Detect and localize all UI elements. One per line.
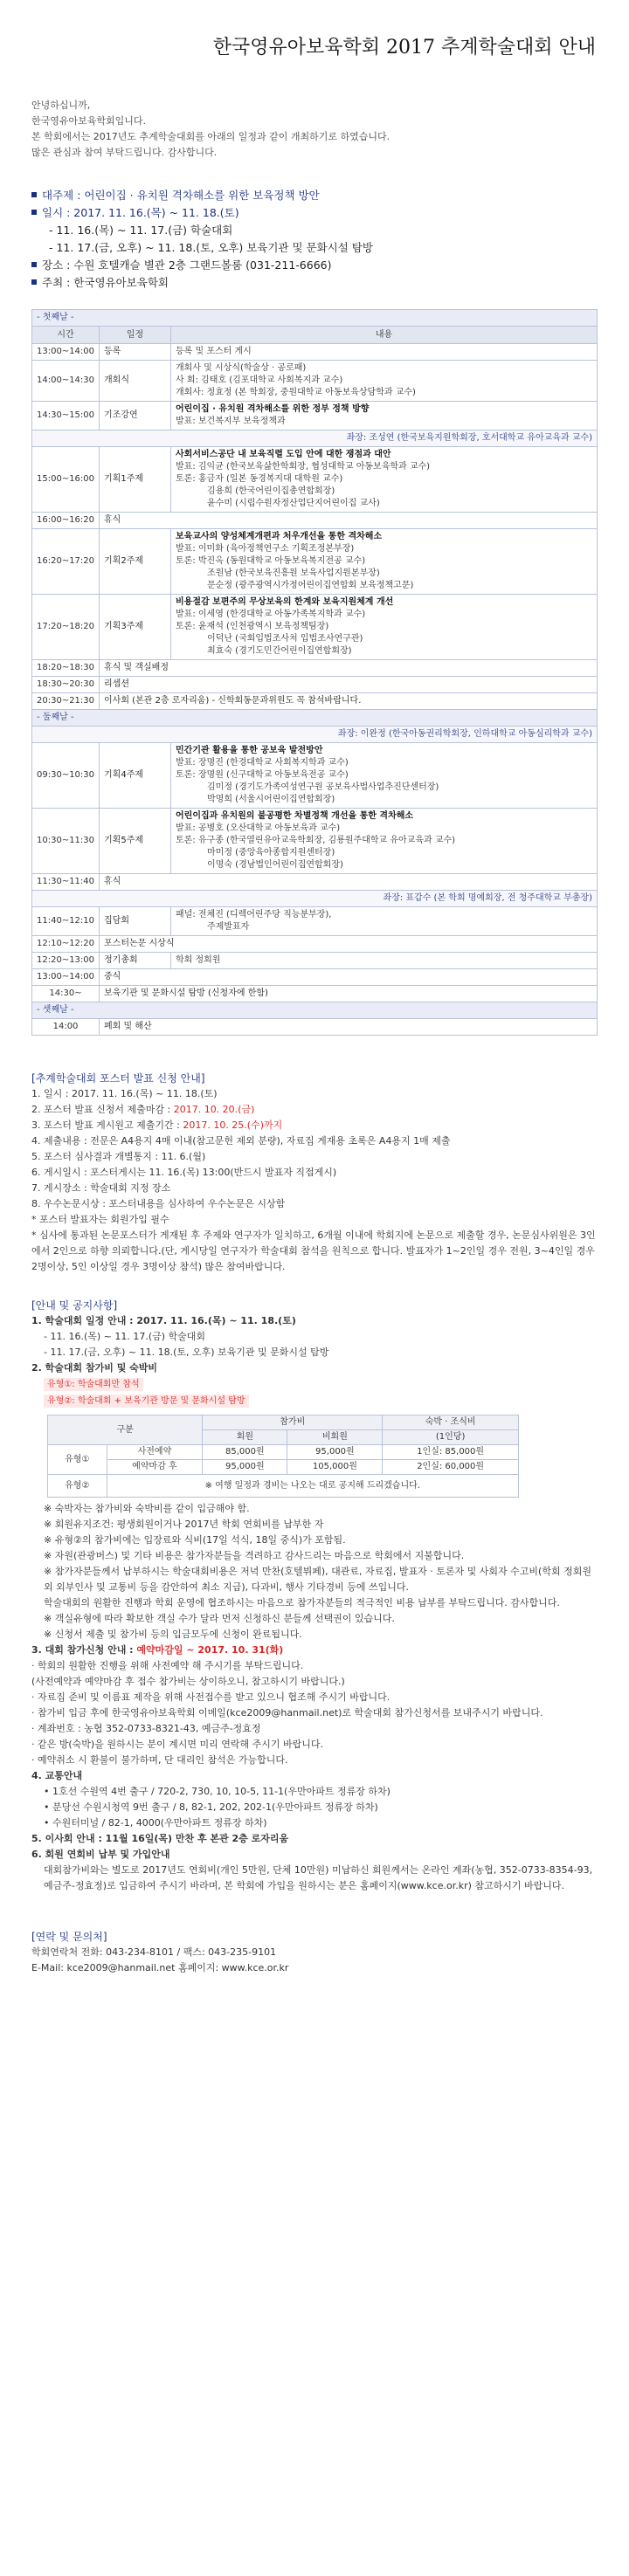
content-line: 발표: 보건복지부 보육정책과 [176,417,286,426]
chair-row [32,891,598,907]
notice-line: · 예약취소 시 환불이 불가하며, 단 대리인 참석은 가능합니다. [31,1754,288,1766]
table-row [32,595,598,660]
time-cell: 12:20~13:00 [32,953,100,969]
notice-line: 학술대회의 원활한 진행과 학회 운영에 협조하시는 마음으로 참가자분들의 적극적인 비용 납부를 부탁드립니다. 감사합니다. [44,1597,560,1608]
time-cell: 11:40~12:10 [32,907,100,936]
greeting-line: 안녕하십니까, [31,100,91,111]
content-line: 토론: 박진옥 (동원대학교 아동보육복지전공 교수) [176,556,366,566]
notice-line: ※ 숙박자는 참가비와 숙박비를 같이 입금해야 함. [44,1503,250,1514]
fee-cell: 2인실: 60,000원 [383,1460,519,1475]
content-line: 윤수미 (시립수원자정산업단지어린이집 교사) [207,499,380,508]
document-title: 한국영유아보육학회 2017 추계학술대회 안내 [212,37,596,59]
table-row [32,402,598,430]
label-cell: 기획3주제 [100,595,171,660]
table-row [32,953,598,969]
time-cell: 16:00~16:20 [32,513,100,529]
fee-header: 구분 [48,1415,203,1445]
fee-cell: 95,000원 [287,1445,383,1460]
section-heading: [연락 및 문의처] [31,1931,107,1943]
poster-line: 6. 게시일시 : 포스터게시는 11. 16.(목) 13:00(반드시 발표자 직접게시) [31,1167,337,1178]
poster-deadline: 2017. 10. 20.(금) [173,1104,255,1115]
content-line: 최효숙 (경기도민간어린이집연합회장) [207,646,352,656]
bullet-icon [31,279,37,285]
time-cell: 10:30~11:30 [32,809,100,874]
fee-cell: 사전예약 [107,1445,203,1460]
place-line [31,257,598,274]
poster-line-label: 2. 포스터 발표 신청서 제출마감 : [31,1104,174,1115]
content-line: 개회사 및 시상식(학술상 · 공로패) [176,363,307,373]
content-line: 사 회: 김태호 (김포대학교 사회복지과 교수) [176,375,343,385]
section-heading: [안내 및 공지사항] [31,1299,118,1312]
table-row [32,874,598,891]
poster-note: * 심사에 통과된 논문포스터가 게재된 후 주제와 연구자가 일치하고, 6개월 이내에 학회지에 논문으로 제출할 경우, 논문심사위원은 3인에서 2인으로 하향 의뢰합니다.(단, 게시당일 연구자가 학술대회 참석을 원칙으로 합니다. 발표자가 1~2인일 경우 전원, 3~4인일 경우 2명이상, 5인 이상일 경우 3명이상 참석) 많은 참여바랍니다. [31,1229,596,1272]
poster-line: 1. 일시 : 2017. 11. 16.(목) ~ 11. 18.(토) [31,1088,218,1099]
content-line: 발표: 이미화 (육아정책연구소 기획조정본부장) [176,544,355,554]
bullet-icon [31,192,37,197]
label-cell: 기조강연 [100,402,171,430]
col-header: 일정 [100,327,171,344]
notice-line [31,1643,598,1658]
content-cell: 등록 및 포스터 게시 [171,344,598,361]
table-row [32,361,598,402]
fee-cell: 95,000원 [203,1460,287,1475]
fee-cell: 105,000원 [287,1460,383,1475]
notice-line: · 참가비 입금 후에 한국영유아보육학회 이메일(kce2009@hanmail.net)로 학술대회 참가신청서를 보내주시기 바랍니다. [31,1707,543,1718]
content-line: 패널: 전체진 (디렉어린주당 직능분부장), [176,910,332,920]
content-title: 어린이집 · 유치원 격차해소를 위한 정부 정책 방향 [176,404,370,414]
col-header: 시간 [32,327,100,344]
label-cell: 보육기관 및 문화시설 탐방 (신청자에 한함) [100,986,598,1002]
content-title: 보육교사의 양성체계개편과 처우개선을 통한 격차해소 [176,532,383,541]
content-cell [171,743,598,809]
label-cell: 기획1주제 [100,447,171,513]
fee-header: (1인당) [383,1430,519,1445]
label-cell: 휴식 [100,513,598,529]
content-cell [171,809,598,874]
content-cell [171,529,598,595]
poster-line [31,1102,598,1118]
notice-line: ※ 객실유형에 따라 확보한 객실 수가 달라 먼저 신청하신 분들께 선택권이 있습니다. [44,1613,395,1624]
table-row [32,513,598,529]
fee-row [48,1460,519,1475]
fee-table [47,1415,519,1498]
notice-line: • 수원터미널 / 82-1, 4000(우만아파트 정류장 하차) [44,1817,267,1829]
label-cell: 기획2주제 [100,529,171,595]
content-line: 개회사: 정효정 (본 학회장, 중원대학교 아동보육상담학과 교수) [176,388,416,397]
notice-deadline: 예약마감일 ~ 2017. 10. 31(화) [136,1644,284,1656]
notice-line: ※ 회원유지조건: 평생회원이거나 2017년 학회 연회비를 납부한 자 [44,1519,324,1530]
content-line: 마미정 (중앙육아종합지원센터장) [207,848,335,858]
content-line: 조원남 (한국보육진흥원 보육사업지원본부장) [207,568,380,578]
label-cell: 이사회 (본관 2층 로자리움) - 신학회동문과위원도 꼭 참석바랍니다. [100,693,598,710]
fee-type-tag: 유형②: 학술대회 + 보육기관 방문 및 문화시설 탐방 [44,1395,249,1408]
poster-line: * 포스터 발표자는 회원가입 필수 [31,1214,169,1225]
notice-line: ※ 유형②의 참가비에는 입장료와 식비(17일 석식, 18일 중식)가 포함됨. [44,1534,346,1546]
notice-line: 5. 이사회 안내 : 11월 16일(목) 만찬 후 본관 2층 로자리움 [31,1833,289,1844]
fee-header: 참가비 [203,1415,383,1430]
content-line: 발표: 장명진 (한경대학교 사회복지학과 교수) [176,758,349,768]
table-header-row [32,327,598,344]
fee-type-cell: 유형② [48,1475,107,1498]
notice-section [31,1298,598,1894]
label-cell: 리셉션 [100,677,598,693]
chair-text: 좌장: 표갑수 (본 학회 명예회장, 전 청주대학교 부총장) [32,891,598,907]
fee-type-cell: 유형① [48,1445,107,1475]
col-header: 내용 [171,327,598,344]
time-cell: 09:30~10:30 [32,743,100,809]
time-cell: 17:20~18:20 [32,595,100,660]
table-row [32,907,598,936]
notice-line: - 11. 17.(금, 오후) ~ 11. 18.(토, 오후) 보육기관 및 문화시설 탐방 [44,1347,329,1358]
table-row [32,344,598,361]
content-line: 발표: 공병호 (오산대학교 아동보육과 교수) [176,823,341,833]
fee-header: 회원 [203,1430,287,1445]
content-line: 이명숙 (경남법인어린이집연합회장) [207,860,343,870]
poster-deadline: 2017. 10. 25.(수)까지 [183,1119,283,1131]
table-row [32,743,598,809]
label-cell: 휴식 및 객실배정 [100,660,598,677]
table-row [32,529,598,595]
fee-row [48,1475,519,1498]
chair-text: 좌장: 조성연 (한국보육지원학회장, 호서대학교 유아교육과 교수) [32,430,598,447]
notice-line: 4. 교통안내 [31,1770,83,1781]
table-row [32,969,598,986]
content-line: 발표: 김익균 (한국보육삶한학회장, 협성대학교 아동보육학과 교수) [176,462,431,472]
time-cell: 14:30~15:00 [32,402,100,430]
theme-value: 어린이집 · 유치원 격차해소를 위한 보육정책 방안 [84,189,320,202]
bullet-icon [31,262,37,267]
content-line: 토론: 윤재석 (인천광역시 보육정책팀장) [176,622,329,631]
bullet-icon [31,210,37,215]
poster-section [31,1071,598,1275]
poster-line: 4. 제출내용 : 전문은 A4용지 4매 이내(참고문헌 제외 분량), 자료집 게재용 초록은 A4용지 1매 제출 [31,1135,451,1147]
notice-line: • 분당선 수원시청역 9번 출구 / 8, 82-1, 202, 202-1(우만아파트 정류장 하차) [44,1801,378,1813]
time-cell: 20:30~21:30 [32,693,100,710]
event-info [31,187,598,292]
time-cell: 13:00~14:00 [32,969,100,986]
table-row [32,660,598,677]
label-cell: 기획5주제 [100,809,171,874]
table-row [32,677,598,693]
notice-line: (사전예약과 예약마감 후 접수 참가비는 상이하오니, 참고하시기 바랍니다.) [31,1676,345,1687]
chair-row [32,430,598,447]
label-cell: 등록 [100,344,171,361]
notice-line: 6. 회원 연회비 납부 및 가입안내 [31,1849,170,1860]
contact-section [31,1929,598,1976]
table-row [32,809,598,874]
date-sub: - 11. 17.(금, 오후) ~ 11. 18.(토, 오후) 보육기관 및 문화시설 탐방 [49,241,373,254]
notice-line: ※ 자원(관광버스) 및 기타 비용은 참가자분들을 격려하고 감사드리는 마음으로 학회에서 지불합니다. [44,1550,465,1561]
theme-label: 대주제 : [42,189,85,202]
time-cell: 14:00~14:30 [32,361,100,402]
table-row [32,693,598,710]
label-cell: 집담회 [100,907,171,936]
fee-header: 비회원 [287,1430,383,1445]
label-cell: 기획4주제 [100,743,171,809]
label-cell: 폐회 및 해산 [100,1019,598,1036]
content-line: 박명희 (서울시어린이집연합회장) [207,795,335,804]
time-cell: 14:30~ [32,986,100,1002]
poster-line: 7. 게시장소 : 학술대회 지정 장소 [31,1182,171,1194]
fee-cell: 1인실: 85,000원 [383,1445,519,1460]
notice-line: · 같은 방(숙박)을 원하시는 분이 계시면 미리 연락해 주시기 바랍니다. [31,1739,323,1750]
notice-line: · 자료집 준비 및 이름표 제작을 위해 사전접수를 받고 있으니 협조해 주시기 바랍니다. [31,1691,391,1703]
content-cell: 학회 정회원 [171,953,598,969]
greeting-line: 많은 관심과 참여 부탁드립니다. 감사합니다. [31,147,218,158]
date-line [31,204,598,222]
day-header: - 첫째날 - [32,310,598,327]
content-line: 주제발표자 [207,922,250,932]
time-cell: 18:20~18:30 [32,660,100,677]
poster-line [31,1118,598,1133]
table-row [32,986,598,1002]
poster-line-label: 3. 포스터 발표 게시원고 제출기간 : [31,1119,183,1131]
contact-line: E-Mail: kce2009@hanmail.net 홈페이지: www.kce.or.kr [31,1962,289,1973]
greeting [31,98,598,161]
time-cell: 11:30~11:40 [32,874,100,891]
content-line: 발표: 이세영 (한경대학교 아동가족복지학과 교수) [176,610,366,619]
date-value: 일시 : 2017. 11. 16.(목) ~ 11. 18.(토) [42,206,239,219]
notice-line: 1. 학술대회 일정 안내 : 2017. 11. 16.(목) ~ 11. 18.(토) [31,1315,296,1326]
notice-line: 대회참가비와는 별도로 2017년도 연회비(개인 5만원, 단체 10만원) 미납하신 회원께서는 온라인 계좌(농협, 352-0733-8354-93, 예금주-정효정)로 입금하여 주시기 바라며, 본 학회에 가입을 원하시는 분은 홈페이지(www.kce.or.kr) 참고하시기 바랍니다. [44,1864,593,1891]
section-heading: [추계학술대회 포스터 발표 신청 안내] [31,1072,205,1085]
content-cell [171,595,598,660]
fee-types [31,1393,598,1409]
table-row [32,936,598,953]
day-header-row [32,1002,598,1019]
label-cell: 개회식 [100,361,171,402]
poster-line: 5. 포스터 심사결과 개별통지 : 11. 6.(월) [31,1151,206,1162]
time-cell: 16:20~17:20 [32,529,100,595]
fee-row [48,1415,519,1430]
content-title: 민간기관 활용을 통한 공보육 발전방안 [176,746,323,755]
label-cell: 휴식 [100,874,598,891]
time-cell: 14:00 [32,1019,100,1036]
content-cell [171,447,598,513]
table-row [32,447,598,513]
notice-line: - 11. 16.(목) ~ 11. 17.(금) 학술대회 [44,1331,206,1342]
greeting-line: 한국영유아보육학회입니다. [31,115,147,127]
notice-line-label: 3. 대회 참가신청 안내 : [31,1644,137,1656]
greeting-line: 본 학회에서는 2017년도 추계학술대회를 아래의 일정과 같이 개최하기로 하였습니다. [31,131,391,142]
host-line [31,274,598,292]
content-line: 토론: 유구종 (한국열린유아교육학회장, 김룡원주대학교 유아교육과 교수) [176,836,456,845]
fee-type-tag: 유형①: 학술대회만 참석 [44,1378,143,1391]
place-value: 장소 : 수원 호텔캐슬 별관 2층 그랜드볼룸 (031-211-6666) [42,258,332,272]
time-cell: 18:30~20:30 [32,677,100,693]
fee-cell: 예약마감 후 [107,1460,203,1475]
time-cell: 12:10~12:20 [32,936,100,953]
chair-text: 좌장: 이완정 (한국아동권리학회장, 인하대학교 아동심리학과 교수) [32,727,598,743]
time-cell: 15:00~16:00 [32,447,100,513]
content-cell [171,361,598,402]
notice-line: • 1호선 수원역 4번 출구 / 720-2, 730, 10, 10-5, 11-1(우만아파트 정류장 하차) [44,1786,391,1797]
contact-line: 학회연락처 전화: 043-234-8101 / 팩스: 043-235-9101 [31,1946,277,1958]
theme-line [31,187,598,204]
content-cell [171,402,598,430]
content-line: 김용희 (한국어린이집총연합회장) [207,486,335,496]
notice-line: ※ 참가자분들께서 납부하시는 학술대회비용은 저녁 만찬(호텔뷔페), 대관료, 자료집, 발표자 · 토론자 및 사회자 수고비(학회 정회원 외 외부인사 및 교통비 등을 감안하여 최소 지급), 다과비, 행사 기타경비 등에 쓰입니다. [44,1566,591,1593]
date-sub: - 11. 16.(목) ~ 11. 17.(금) 학술대회 [49,224,233,237]
content-title: 사회서비스공단 내 보육직렬 도입 안에 대한 쟁점과 대안 [176,450,391,459]
day-header-row [32,310,598,327]
content-line: 문순정 (광주광역시가정어린이집연합회 보육정책고문) [207,581,414,590]
table-row [32,1019,598,1036]
host-value: 주최 : 한국영유아보육학회 [42,276,169,289]
time-cell: 13:00~14:00 [32,344,100,361]
content-title: 어린이집과 유치원의 불공평한 차별정책 개선을 통한 격차해소 [176,811,414,821]
label-cell: 정기총회 [100,953,171,969]
content-line: 토론: 장명원 (신구대학교 아동보육전공 교수) [176,770,349,780]
fee-cell: 85,000원 [203,1445,287,1460]
notice-line: ※ 신청서 제출 및 참가비 등의 입금모두에 신청이 완료됩니다. [44,1629,302,1640]
label-cell: 포스터논문 시상식 [100,936,598,953]
fee-cell: ※ 여행 일정과 경비는 나오는 대로 공지해 드리겠습니다. [107,1475,518,1498]
notice-line: · 학회의 원활한 진행을 위해 사전예약 해 주시기를 부탁드립니다. [31,1660,304,1671]
fee-row [48,1445,519,1460]
content-line: 김미정 (경기도가족여성연구원 공보육사법사업추진단센터장) [207,782,439,792]
notice-line: 2. 학술대회 참가비 및 숙박비 [31,1362,158,1374]
chair-row [32,727,598,743]
content-title: 비용절감 보편주의 무상보육의 한계와 보육지원체계 개선 [176,597,394,607]
notice-line: · 계좌번호 : 농협 352-0733-8321-43, 예금주-정효정 [31,1723,261,1734]
day-header: - 셋째날 - [32,1002,598,1019]
content-line: 토론: 홍금자 (일본 동경복지대 대학원 교수) [176,474,343,484]
fee-types [31,1376,598,1393]
day-header: - 둘째날 - [32,710,598,727]
content-line: 이덕난 (국회입법조사처 입법조사연구관) [207,634,363,644]
schedule-table [31,309,598,1036]
content-cell [171,907,598,936]
label-cell: 중식 [100,969,598,986]
day-header-row [32,710,598,727]
poster-line: 8. 우수논문시상 : 포스터내용을 심사하여 우수논문은 시상함 [31,1198,286,1209]
fee-header: 숙박 · 조식비 [383,1415,519,1430]
